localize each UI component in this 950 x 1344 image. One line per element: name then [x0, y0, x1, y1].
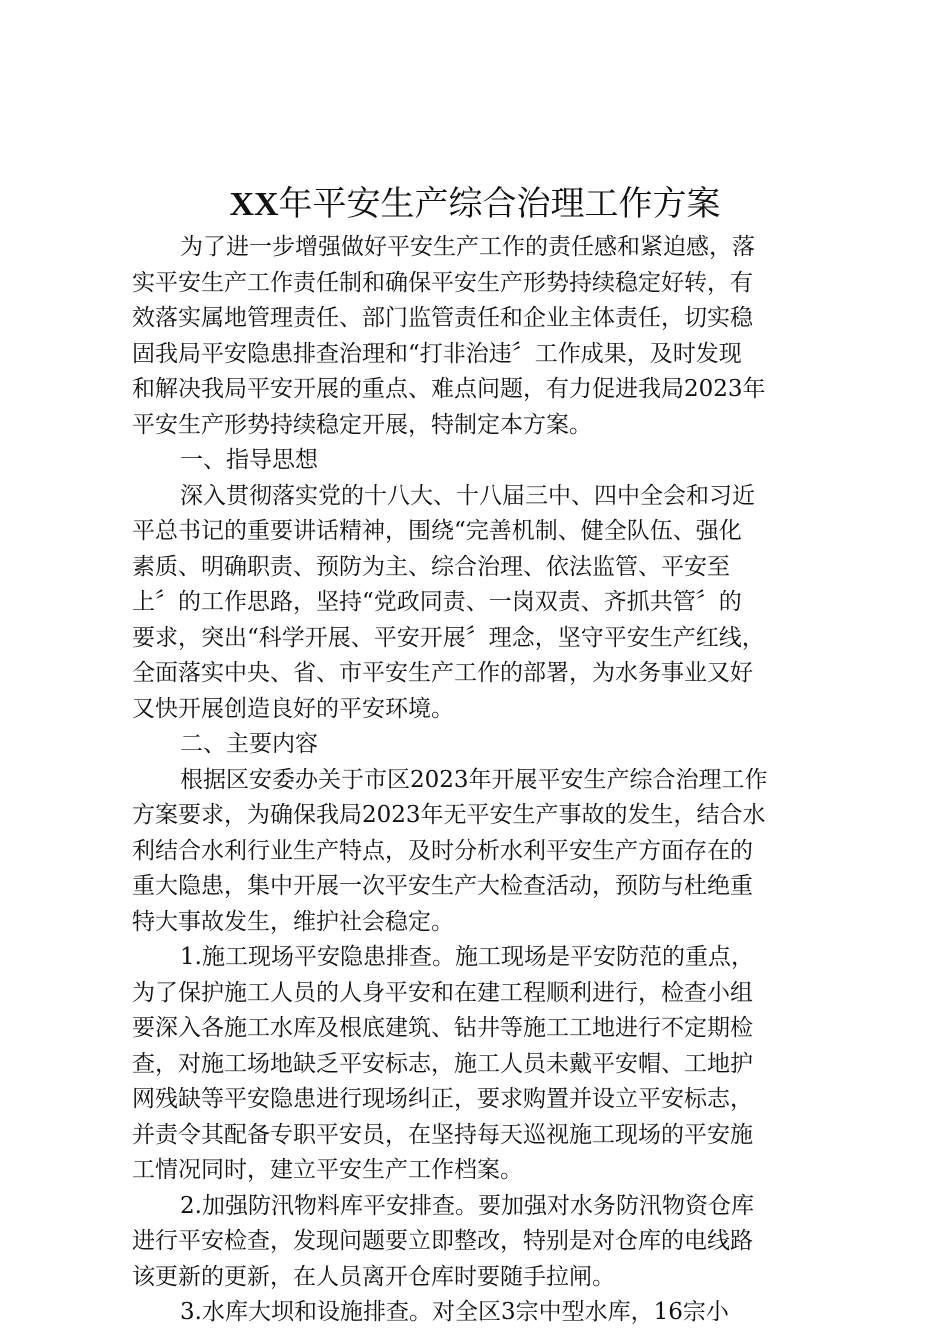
- text-line: 工情况同时，建立平安生产工作档案。: [132, 1157, 523, 1183]
- text-line: 特大事故发生，维护社会稳定。: [132, 908, 454, 935]
- text-line: 上〞的工作思路，坚持“党政同责、一岗双责、齐抓共管〞的: [132, 589, 742, 615]
- text-line: 和解决我局平安开展的重点、难点问题，有力促进我局2023年: [132, 376, 766, 402]
- text-line: 根据区安委办关于市区2023年开展平安生产综合治理工作: [180, 766, 768, 793]
- text-line: 重大隐患，集中开展一次平安生产大检查活动，预防与杜绝重: [132, 873, 753, 899]
- text-line: 2.加强防汛物料库平安排查。要加强对水务防汛物资仓库: [180, 1192, 754, 1219]
- text-line: 平总书记的重要讲话精神，围绕“完善机制、健全队伍、强化: [132, 518, 742, 544]
- text-line: 并责令其配备专职平安员，在坚持每天巡视施工现场的平安施: [132, 1121, 753, 1148]
- text-line: 网残缺等平安隐患进行现场纠正，要求购置并设立平安标志，: [132, 1086, 753, 1112]
- text-line: 进行平安检查，发现问题要立即整改，特别是对仓库的电线路: [132, 1228, 753, 1254]
- text-line: 为了保护施工人员的人身平安和在建工程顺利进行，检查小组: [132, 979, 753, 1006]
- document-body: [132, 230, 832, 1331]
- text-line: 平安生产形势持续稳定开展，特制定本方案。: [132, 411, 592, 438]
- text-line: 素质、明确职责、预防为主、综合治理、依法监管、平安至: [132, 553, 730, 580]
- title-prefix: XX: [229, 186, 279, 223]
- text-line: 全面落实中央、省、市平安生产工作的部署，为水务事业又好: [132, 660, 753, 686]
- title-text: 年平安生产综合治理工作方案: [278, 184, 721, 224]
- document-title: [0, 180, 950, 229]
- text-line: 一、指导思想: [180, 447, 318, 473]
- text-line: 为了进一步增强做好平安生产工作的责任感和紧迫感，落: [180, 234, 755, 260]
- text-line: 方案要求，为确保我局2023年无平安生产事故的发生，结合水: [132, 802, 766, 828]
- text-line: 又快开展创造良好的平安环境。: [132, 695, 454, 722]
- text-line: 查，对施工场地缺乏平安标志，施工人员未戴平安帽、工地护: [132, 1050, 753, 1077]
- text-line: 二、主要内容: [180, 731, 318, 757]
- text-line: 深入贯彻落实党的十八大、十八届三中、四中全会和习近: [180, 482, 755, 509]
- text-line: 1.施工现场平安隐患排查。施工现场是平安防范的重点，: [180, 944, 754, 970]
- text-line: 利结合水利行业生产特点，及时分析水利平安生产方面存在的: [132, 837, 753, 864]
- text-line: 3.水库大坝和设施排查。对全区3宗中型水库，16宗小: [180, 1299, 729, 1325]
- text-line: 固我局平安隐患排查治理和“打非治违〞工作成果，及时发现: [132, 340, 742, 367]
- text-line: 要深入各施工水库及根底建筑、钻井等施工工地进行不定期检: [132, 1015, 753, 1041]
- text-line: 要求，突出“科学开展、平安开展〞理念，坚守平安生产红线，: [132, 624, 765, 651]
- text-line: 效落实属地管理责任、部门监管责任和企业主体责任，切实稳: [132, 305, 753, 331]
- text-line: 实平安生产工作责任制和确保平安生产形势持续稳定好转，有: [132, 269, 753, 296]
- text-line: 该更新的更新，在人员离开仓库时要随手拉闸。: [132, 1263, 615, 1290]
